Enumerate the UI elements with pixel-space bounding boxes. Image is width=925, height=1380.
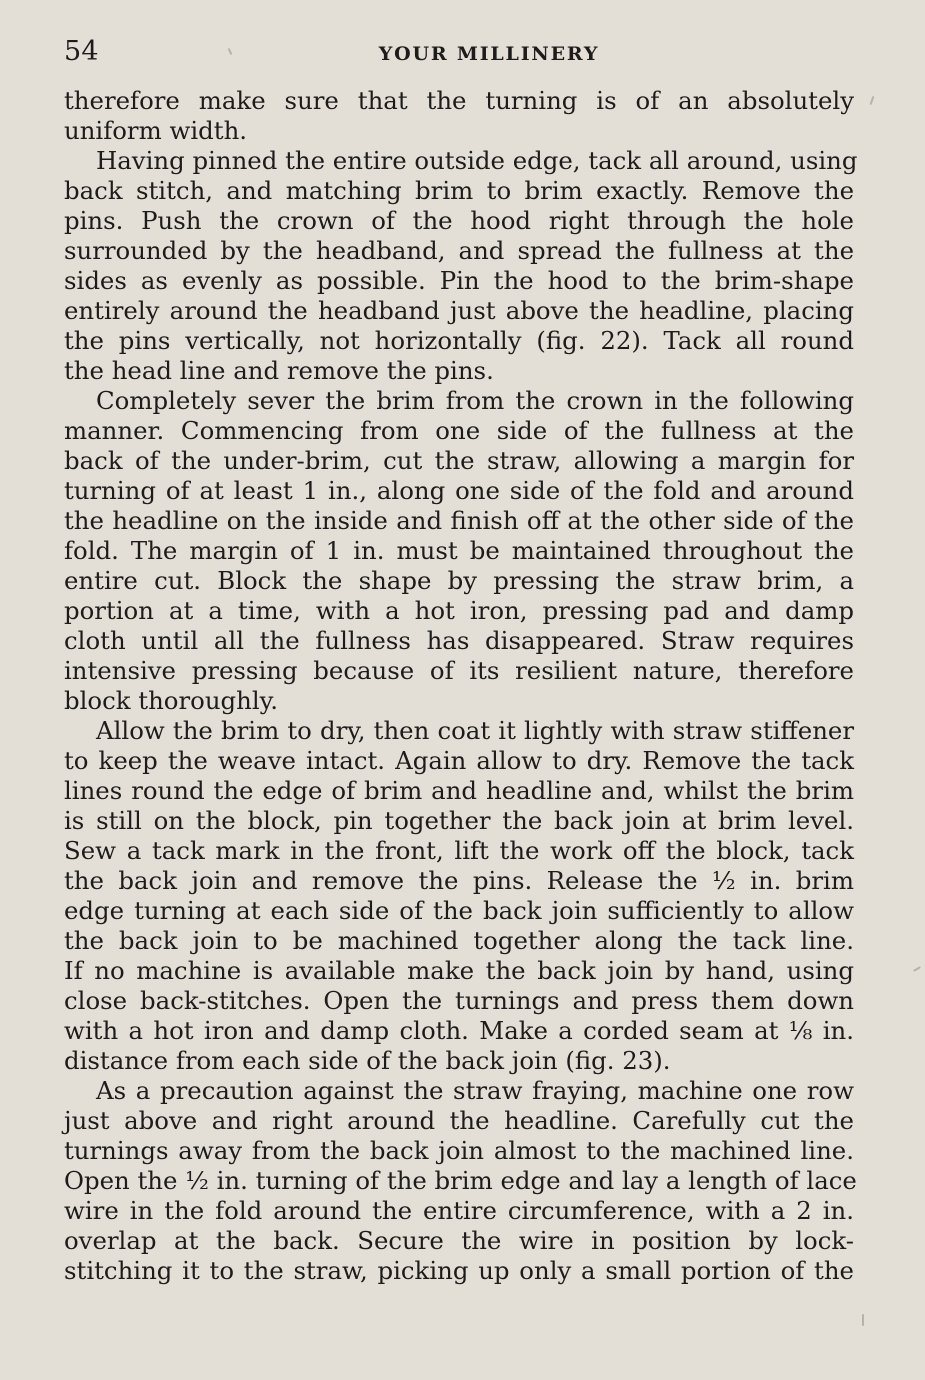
text-line: with a hot iron and damp cloth. Make a corded seam at ⅛ in. [64,1016,854,1045]
text-line: overlap at the back. Secure the wire in position by lock- [64,1226,854,1255]
paragraph-3 [64,386,854,716]
text-line: pins. Push the crown of the hood right through the hole [64,206,854,235]
paper-speck [862,1314,864,1326]
text-line: the head line and remove the pins. [64,356,494,385]
text-line: sides as evenly as possible. Pin the hood to the brim-shape [64,266,854,295]
text-line: cloth until all the fullness has disappeared. Straw requires [64,626,854,655]
text-line: just above and right around the headline. Carefully cut the [64,1106,854,1135]
text-line: uniform width. [64,116,248,145]
text-line: manner. Commencing from one side of the fullness at the [64,416,854,445]
text-line: intensive pressing because of its resilient nature, therefore [64,656,854,685]
page-number: 54 [64,36,99,67]
text-line: Sew a tack mark in the front, lift the work off the block, tack [64,836,854,865]
text-line: fold. The margin of 1 in. must be maintained throughout the [64,536,854,565]
text-line: As a precaution against the straw fraying, machine one row [96,1076,854,1105]
text-line: stitching it to the straw, picking up only a small portion of the [64,1256,854,1285]
text-line: back stitch, and matching brim to brim exactly. Remove the [64,176,854,205]
text-line: the pins vertically, not horizontally (fig. 22). Tack all round [64,326,854,355]
text-line: is still on the block, pin together the back join at brim level. [64,806,854,835]
text-line: Having pinned the entire outside edge, tack all around, using [96,146,858,175]
text-line: edge turning at each side of the back join sufficiently to allow [64,896,854,925]
body-text [64,86,858,1286]
text-line: turning of at least 1 in., along one side of the fold and around [64,476,854,505]
paragraph-2 [64,146,858,386]
paragraph-5 [64,1076,857,1286]
paragraph-4 [64,716,854,1076]
text-line: Open the ½ in. turning of the brim edge and lay a length of lace [64,1166,857,1195]
text-line: therefore make sure that the turning is of an absolutely [64,86,854,115]
text-line: distance from each side of the back join (fig. 23). [64,1046,671,1075]
text-line: entire cut. Block the shape by pressing the straw brim, a [64,566,854,595]
text-line: to keep the weave intact. Again allow to dry. Remove the tack [64,746,854,775]
text-line: lines round the edge of brim and headline and, whilst the brim [64,776,854,805]
text-line: the back join to be machined together along the tack line. [64,926,854,955]
text-line: turnings away from the back join almost to the machined line. [64,1136,854,1165]
text-line: the back join and remove the pins. Release the ½ in. brim [64,866,854,895]
text-line: wire in the fold around the entire circumference, with a 2 in. [64,1196,854,1225]
paper-speck [913,966,921,972]
text-line: surrounded by the headband, and spread the fullness at the [64,236,854,265]
text-line: back of the under-brim, cut the straw, allowing a margin for [64,446,854,475]
paper-speck [870,96,875,105]
text-line: block thoroughly. [64,686,278,715]
text-line: Allow the brim to dry, then coat it lightly with straw stiffener [96,716,854,745]
book-title: YOUR MILLINERY [378,43,600,65]
text-line: close back-stitches. Open the turnings and press them down [64,986,854,1015]
text-line: entirely around the headband just above the headline, placing [64,296,854,325]
paragraph-1 [64,86,854,146]
running-head [64,34,854,70]
text-line: Completely sever the brim from the crown in the following [96,386,854,415]
text-line: the headline on the inside and finish off at the other side of the [64,506,854,535]
text-line: portion at a time, with a hot iron, pressing pad and damp [64,596,854,625]
text-line: If no machine is available make the back join by hand, using [64,956,854,985]
